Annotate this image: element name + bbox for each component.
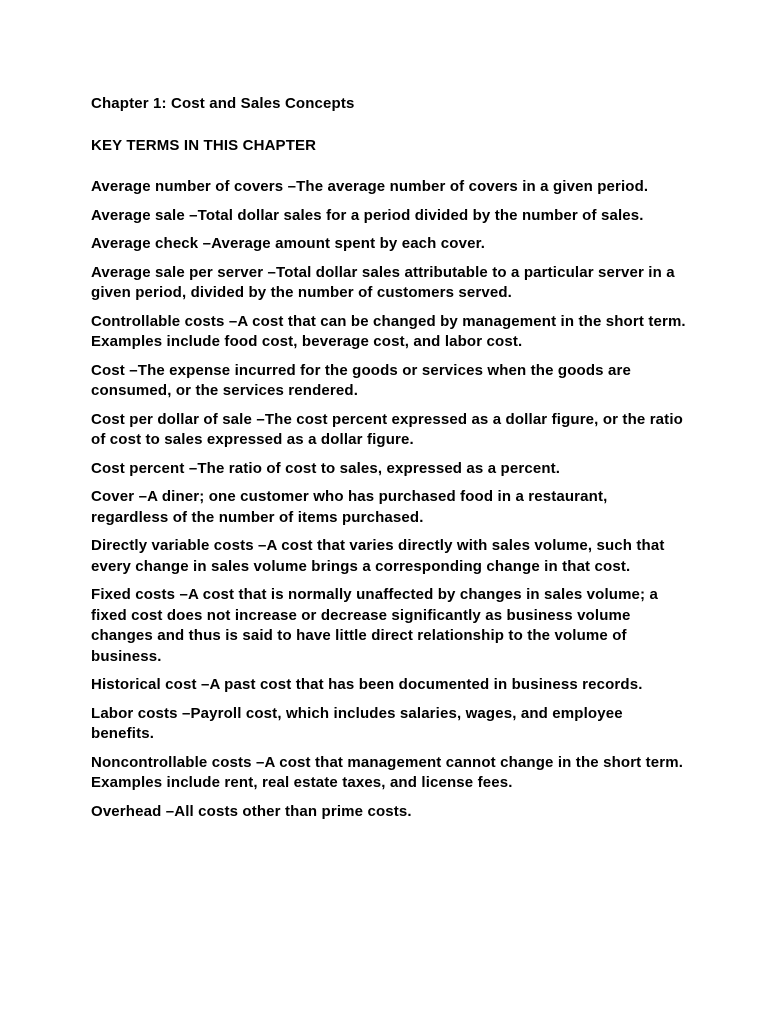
term-separator (252, 411, 265, 428)
chapter-title: Chapter 1: Cost and Sales Concepts (91, 95, 355, 112)
term-separator (161, 803, 174, 820)
term-name: Average check (91, 235, 199, 252)
term-definition: Average amount spent by each cover. (211, 235, 486, 252)
term-definition: Total dollar sales attributable to a particular server in a given period, divided by the number of customers served. (91, 263, 675, 301)
term-definition: Payroll cost, which includes salaries, wages, and employee benefits. (91, 704, 623, 742)
key-term-item (91, 459, 688, 480)
term-definition: A cost that varies directly with sales volume, such that every change in sales volume brings a corresponding change in that cost. (91, 537, 665, 575)
term-name: Overhead (91, 802, 162, 820)
term-separator (252, 754, 265, 771)
key-term-item (91, 234, 688, 255)
term-separator (185, 460, 198, 477)
term-name: Fixed costs (91, 586, 176, 603)
term-name: Labor costs (91, 704, 178, 722)
term-definition: A cost that management cannot change in the short term. Examples include rent, real estate taxes, and license fees. (91, 753, 684, 791)
term-definition: The expense incurred for the goods or services when the goods are consumed, or the services rendered. (91, 361, 631, 399)
term-definition: A diner; one customer who has purchased food in a restaurant, regardless of the number of items purchased. (91, 488, 608, 526)
section-heading: KEY TERMS IN THIS CHAPTER (91, 136, 317, 154)
term-separator (178, 705, 191, 722)
term-name: Directly variable costs (91, 537, 254, 554)
term-separator (263, 264, 276, 281)
term-separator (175, 586, 188, 603)
key-term-item (91, 585, 688, 667)
term-separator (197, 676, 210, 693)
term-definition: All costs other than prime costs. (174, 802, 412, 820)
key-term-item (91, 675, 688, 696)
term-definition: The average number of covers in a given period. (296, 178, 649, 195)
key-term-item (91, 312, 688, 353)
term-name: Average sale per server (91, 263, 264, 281)
term-separator (225, 313, 238, 330)
term-definition: A cost that is normally unaffected by changes in sales volume; a fixed cost does not increase or decrease significantly as business volume changes and thus is said to have little direct relationship to the volume of business. (91, 586, 659, 665)
key-terms-list (91, 177, 688, 822)
term-name: Average number of covers (91, 178, 284, 195)
term-definition: The cost percent expressed as a dollar figure, or the ratio of cost to sales expressed as a dollar figure. (91, 410, 683, 448)
key-term-item (91, 536, 688, 577)
term-separator (185, 207, 198, 224)
term-separator (283, 178, 296, 195)
term-definition: Total dollar sales for a period divided by the number of sales. (197, 206, 644, 224)
term-definition: The ratio of cost to sales, expressed as a percent. (197, 459, 561, 477)
term-name: Cover (91, 488, 135, 505)
term-name: Average sale (91, 206, 185, 224)
key-term-item (91, 361, 688, 402)
term-separator (134, 488, 147, 505)
term-definition: A cost that can be changed by management in the short term. Examples include food cost, beverage cost, and labor cost. (91, 312, 686, 350)
key-term-item (91, 263, 688, 304)
term-name: Cost percent (91, 459, 185, 477)
term-separator (125, 362, 138, 379)
term-name: Cost (91, 361, 125, 379)
key-term-item (91, 802, 688, 823)
key-term-item (91, 753, 688, 794)
term-name: Historical cost (91, 676, 197, 693)
term-separator (198, 235, 211, 252)
key-term-item (91, 704, 688, 745)
key-term-item (91, 177, 688, 198)
term-definition: A past cost that has been documented in business records. (209, 676, 643, 693)
term-name: Controllable costs (91, 312, 225, 330)
term-name: Noncontrollable costs (91, 753, 252, 771)
key-term-item (91, 487, 688, 528)
term-separator (254, 537, 267, 554)
key-term-item (91, 410, 688, 451)
term-name: Cost per dollar of sale (91, 410, 252, 428)
key-term-item (91, 206, 688, 227)
